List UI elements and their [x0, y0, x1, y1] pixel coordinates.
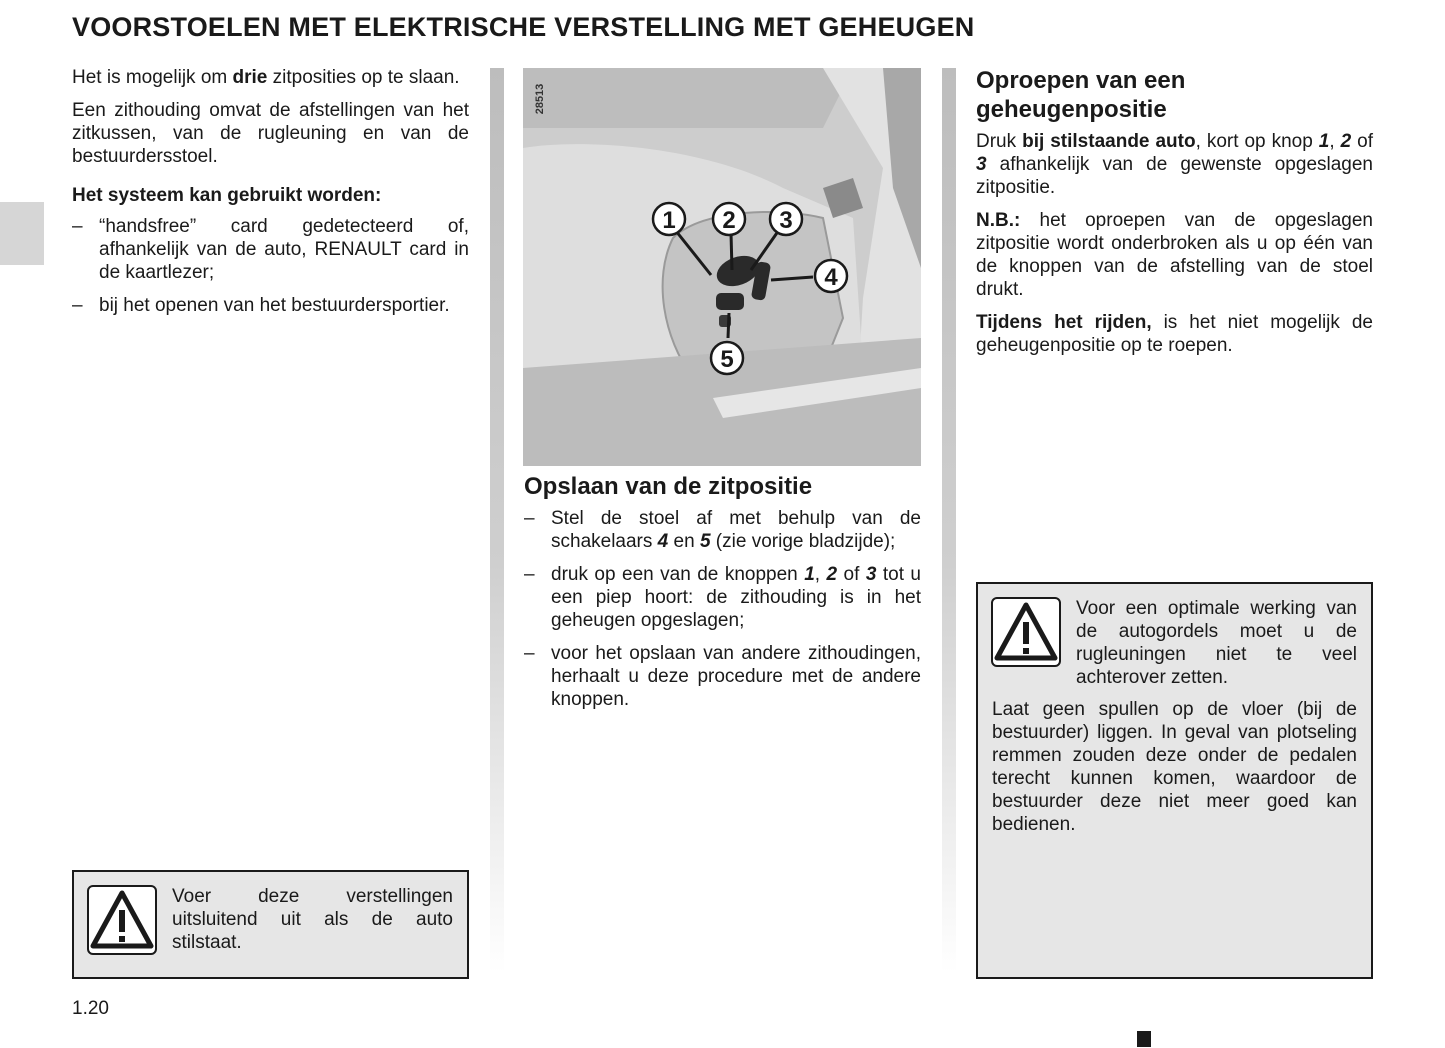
section-heading: Oproepen van een geheugenpositie: [976, 67, 1186, 123]
seat-controls-illustration: [523, 68, 921, 466]
definition-paragraph: Een zithouding omvat de afstellingen van het zitkussen, van de rugleuning en van de bestuurdersstoel.: [72, 100, 469, 167]
warning-text: Voor een optimale werking van de autogordels moet u de rugleuningen niet te veel achterover zetten.: [1076, 598, 1357, 688]
store-position-column: [524, 472, 921, 721]
warning-box: [72, 870, 469, 979]
column-divider: [942, 68, 956, 973]
intro-paragraph: Het is mogelijk om drie zitposities op te slaan.: [72, 67, 460, 88]
callout-2: 2: [722, 207, 736, 234]
emphasis: drie: [232, 67, 268, 88]
callout-3: 3: [779, 207, 793, 234]
list-item: – “handsfree” card gedetecteerd of, afhankelijk van de auto, RENAULT card in de kaartlezer;: [72, 215, 469, 284]
list-item: – bij het openen van het bestuurdersportier.: [72, 294, 469, 317]
warning-triangle-icon: [87, 885, 157, 955]
list-item: – Stel de stoel af met behulp van de schakelaars 4 en 5 (zie vorige bladzijde);: [524, 507, 921, 553]
conditions-list: [72, 215, 469, 317]
recall-paragraph: Druk bij stilstaande auto, kort op knop 1, 2 of 3 afhankelijk van de gewenste opgeslagen zitpositie.: [976, 131, 1374, 198]
page-number: 1.20: [72, 998, 109, 1019]
warning-box: [976, 582, 1373, 979]
section-heading: Opslaan van de zitpositie: [524, 473, 813, 500]
intro-column: [72, 66, 469, 327]
callout-4: 4: [824, 264, 838, 291]
callout-1: 1: [662, 207, 676, 234]
callout-5: 5: [720, 346, 734, 373]
recall-position-column: [976, 66, 1373, 367]
store-steps-list: [524, 507, 921, 711]
chapter-tab: [0, 202, 44, 265]
note-paragraph: N.B.: het oproepen van de opgeslagen zitpositie wordt onderbroken als u op één van de knoppen van de afstelling van de stoel drukt.: [976, 210, 1373, 300]
section-end-marker: [1137, 1031, 1151, 1047]
page-title: VOORSTOELEN MET ELEKTRISCHE VERSTELLING MET GEHEUGEN: [72, 12, 975, 42]
list-item: – druk op een van de knoppen 1, 2 of 3 tot u een piep hoort: de zithouding is in het geheugen opgeslagen;: [524, 563, 921, 632]
warning-text: Voer deze verstellingen uitsluitend uit als de auto stilstaat.: [172, 886, 453, 953]
conditions-heading: Het systeem kan gebruikt worden:: [72, 185, 382, 206]
warning-triangle-icon: [991, 597, 1061, 667]
warning-text: Laat geen spullen op de vloer (bij de bestuurder) liggen. In geval van plotseling remmen zouden deze onder de pedalen terecht kunnen komen, waardoor de bestuurder deze niet meer goed kan bedienen.: [992, 699, 1357, 835]
driving-paragraph: Tijdens het rijden, is het niet mogelijk de geheugenpositie op te roepen.: [976, 312, 1374, 356]
figure-reference: 28513: [534, 83, 546, 115]
column-divider: [490, 68, 504, 973]
list-item: – voor het opslaan van andere zithoudingen, herhaalt u deze procedure met de andere knoppen.: [524, 642, 921, 711]
